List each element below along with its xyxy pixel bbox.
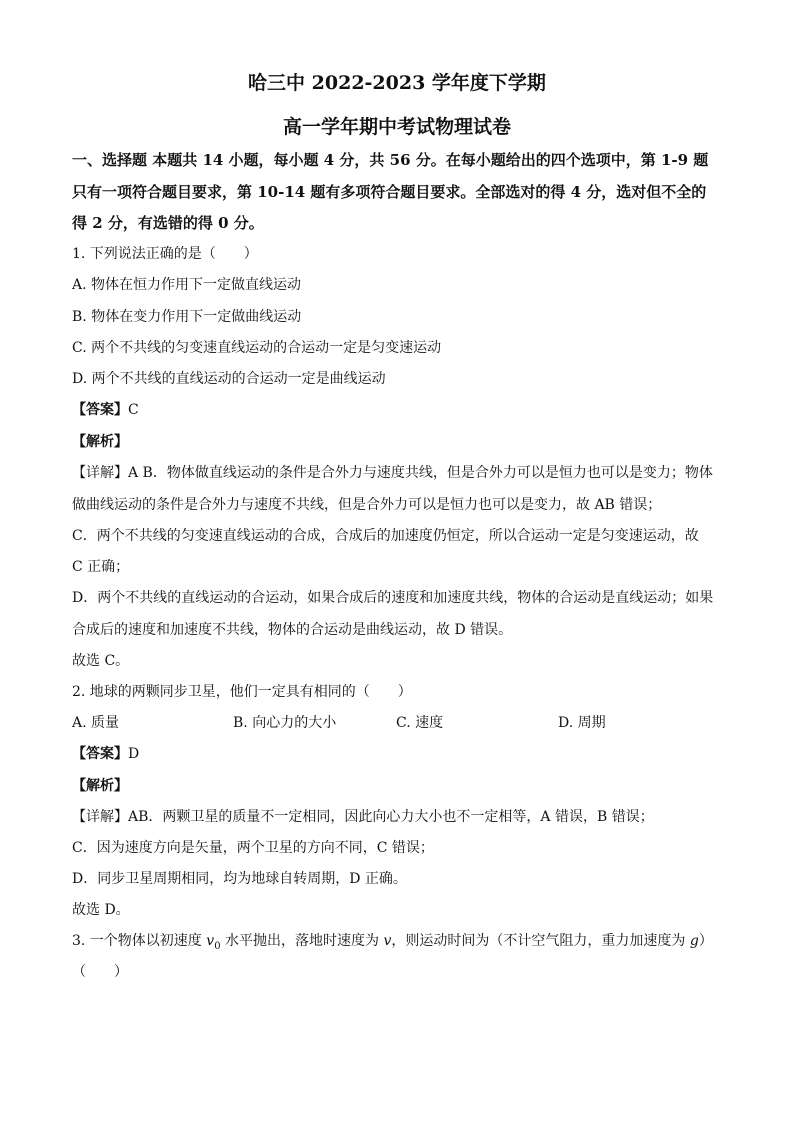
question-2-stem: 2. 地球的两颗同步卫星，他们一定具有相同的（ ）	[72, 684, 412, 700]
detail-tag: 【详解】	[72, 465, 128, 481]
question-1-conclusion: 故选 C。	[72, 653, 130, 669]
stem-part: ）	[698, 933, 713, 949]
variable-v0-subscript: 0	[214, 940, 221, 952]
detail-text: A B．物体做直线运动的条件是合外力与速度共线，但是合外力可以是恒力也可以是变力；物体	[128, 465, 713, 481]
analysis-tag: 【解析】	[72, 434, 128, 450]
question-2-detail-line-1	[72, 807, 654, 827]
question-1-detail-line-1	[72, 463, 713, 483]
exam-subtitle: 高一学年期中考试物理试卷	[282, 116, 511, 138]
question-1-detail-line-3: C．两个不共线的匀变速直线运动的合成，合成后的加速度仍恒定，所以合运动一定是匀变速运动，故	[72, 528, 699, 544]
analysis-tag: 【解析】	[72, 778, 128, 794]
question-2-option-d: D. 周期	[558, 715, 606, 731]
section-instructions-line-3: 得 2 分，有选错的得 0 分。	[72, 214, 264, 232]
question-1-answer	[72, 400, 139, 420]
question-1-option-c: C. 两个不共线的匀变速直线运动的合运动一定是匀变速运动	[72, 340, 442, 356]
variable-v0: v	[206, 933, 215, 949]
question-2-option-c: C. 速度	[396, 715, 444, 731]
question-1-analysis-tag	[72, 432, 128, 452]
stem-part: 水平抛出，落地时速度为	[220, 933, 384, 949]
stem-part: 3. 一个物体以初速度	[72, 933, 207, 949]
question-2-analysis-tag	[72, 776, 128, 796]
variable-g: g	[689, 933, 699, 949]
question-2-option-b: B. 向心力的大小	[233, 715, 337, 731]
question-2-detail-line-3: D．同步卫星周期相同，均为地球自转周期，D 正确。	[72, 871, 407, 887]
question-1-detail-line-4: C 正确；	[72, 559, 130, 575]
question-1-detail-line-5: D．两个不共线的直线运动的合运动，如果合成后的速度和加速度共线，物体的合运动是直线运动；如果	[72, 590, 714, 606]
question-2-answer	[72, 744, 139, 764]
section-instructions-line-2: 只有一项符合题目要求，第 10-14 题有多项符合题目要求。全部选对的得 4 分，选对但不全的	[72, 183, 707, 201]
detail-text: AB．两颗卫星的质量不一定相同，因此向心力大小也不一定相等，A 错误，B 错误；	[128, 809, 654, 825]
question-2-detail-line-2: C．因为速度方向是矢量，两个卫星的方向不同，C 错误；	[72, 840, 434, 856]
question-2-conclusion: 故选 D。	[72, 902, 130, 918]
question-1-option-d: D. 两个不共线的直线运动的合运动一定是曲线运动	[72, 371, 386, 387]
question-3-stem-line-2: （ ）	[72, 964, 128, 980]
variable-v: v	[383, 933, 392, 949]
exam-title: 哈三中 2022-2023 学年度下学期	[248, 72, 546, 94]
question-1-detail-line-2: 做曲线运动的条件是合外力与速度不共线，但是合外力可以是恒力也可以是变力，故 AB 错误；	[72, 497, 662, 513]
answer-value: C	[128, 402, 139, 418]
detail-tag: 【详解】	[72, 809, 128, 825]
question-1-detail-line-6: 合成后的速度和加速度不共线，物体的合运动是曲线运动，故 D 错误。	[72, 622, 513, 638]
answer-tag: 【答案】	[72, 402, 128, 418]
question-3-stem	[72, 931, 713, 957]
question-1-option-a: A. 物体在恒力作用下一定做直线运动	[72, 277, 302, 293]
question-1-option-b: B. 物体在变力作用下一定做曲线运动	[72, 309, 302, 325]
question-1-stem: 1. 下列说法正确的是（ ）	[72, 246, 258, 262]
answer-value: D	[128, 746, 140, 762]
section-instructions-line-1: 一、选择题 本题共 14 小题，每小题 4 分，共 56 分。在每小题给出的四个选项中，第 1-9 题	[72, 151, 709, 169]
stem-part: ，则运动时间为（不计空气阻力，重力加速度为	[391, 933, 690, 949]
question-2-option-a: A. 质量	[72, 715, 120, 731]
answer-tag: 【答案】	[72, 746, 128, 762]
